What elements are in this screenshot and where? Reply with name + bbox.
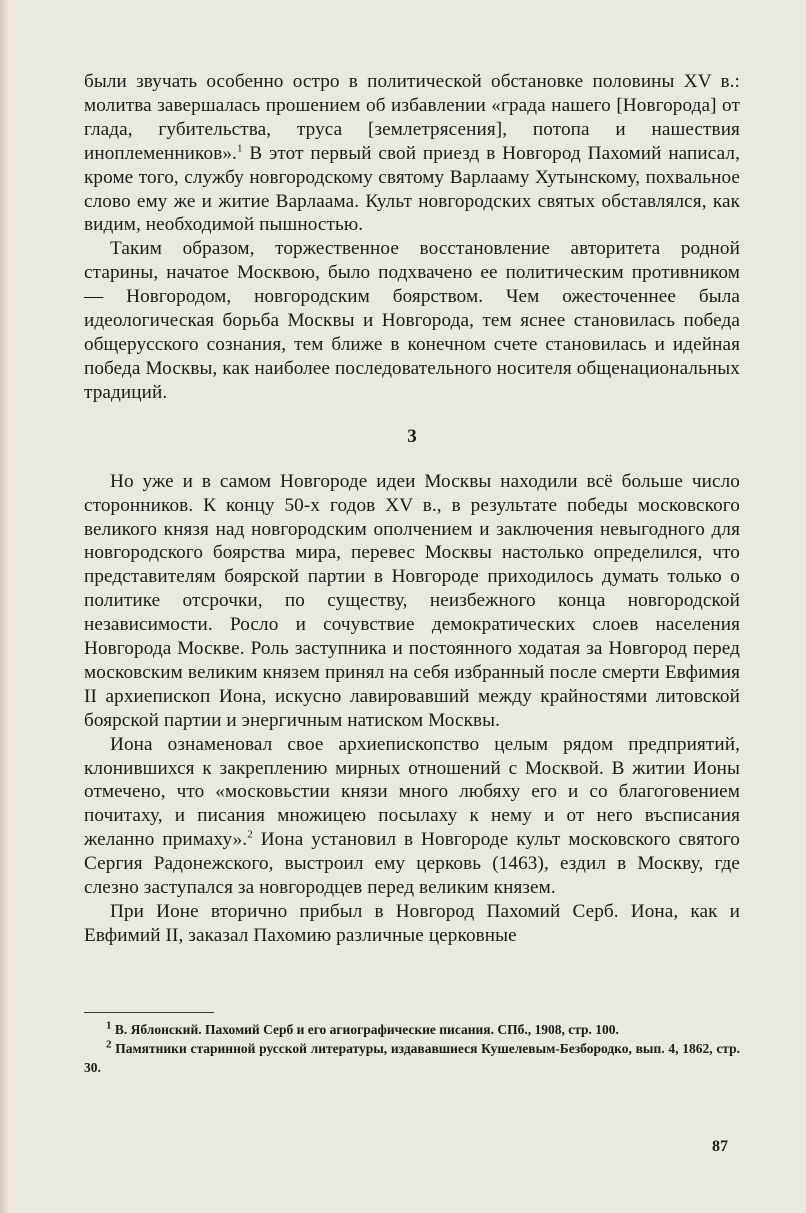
- footnote-2: [84, 1039, 740, 1077]
- page-number: 87: [712, 1138, 728, 1155]
- paragraph-2: Таким образом, торжественное восстановление авторитета родной старины, начатое Москвою, было подхвачено ее политическим противником — Новгородом, новгородским боярством. Чем ожесточеннее была идеологическая борьба Москвы и Новгорода, тем яснее становилась победа общерусского сознания, тем ближе в конечном счете становилась и идейная победа Москвы, как наиболее последовательного носителя общенациональных традиций.: [84, 238, 740, 403]
- main-text: [84, 70, 740, 948]
- footnote-ref-1: 1: [236, 142, 243, 155]
- paragraph-4: [84, 733, 740, 900]
- paragraph-5: При Ионе вторично прибыл в Новгород Пахомий Серб. Иона, как и Евфимий II, заказал Пахомию различные церковные: [84, 901, 740, 946]
- footnote-separator: [84, 1012, 214, 1013]
- paragraph-3: Но уже и в самом Новгороде идеи Москвы находили всё больше число сторонников. К концу 50-х годов XV в., в результате победы московского великого князя над новгородским ополчением и заключения невыгодного для новгородского боярства мира, перевес Москвы настолько определился, что представителям боярской партии в Новгороде приходилось думать только о политике отсрочки, по существу, неизбежного конца новгородской независимости. Росло и сочувствие демократических слоев населения Новгорода Москве. Роль заступника и постоянного ходатая за Новгород перед московским великим князем принял на себя избранный после смерти Евфимия II архиепископ Иона, искусно лавировавший между крайностями литовской боярской партии и энергичным натиском Москвы.: [84, 470, 740, 731]
- paragraph-4-continuation: Иона установил в Новгороде культ московского святого Сергия Радонежского, выстроил ему церковь (1463), ездил в Москву, где слезно заступался за новгородцев перед великим князем.: [84, 829, 740, 899]
- footnote-1-marker: 1: [106, 1019, 112, 1032]
- footnote-1-text: В. Яблонский. Пахомий Серб и его агиографические писания. СПб., 1908, стр. 100.: [111, 1022, 619, 1037]
- paragraph-1: [84, 70, 740, 237]
- section-number: 3: [407, 425, 417, 447]
- footnotes: [84, 1020, 740, 1077]
- footnote-ref-2: 2: [247, 828, 253, 841]
- paragraph-4-text: Иона ознаменовал свое архиепископство целым рядом предприятий, клонившихся к закреплению мирных отношений с Москвой. В житии Ионы отмечено, что «московьстии князи много любяху его и со благоговением почитаху, и писания множицею посылаху к нему и от него въсписания желанно примаху».: [84, 733, 740, 851]
- paragraph-1-text: были звучать особенно остро в политической обстановке половины XV в.: молитва завершалась прошением об избавлении «града нашего [Новгорода] от глада, губительства, труса [землетрясения], потопа и нашествия иноплеменников».: [84, 71, 740, 164]
- footnote-1: [84, 1020, 740, 1039]
- page-binding-edge: [0, 0, 9, 1213]
- footnote-2-marker: 2: [106, 1038, 112, 1051]
- footnote-2-text: Памятники старинной русской литературы, издававшиеся Кушелевым-Безбородко, вып. 4, 1862, стр. 30.: [84, 1041, 740, 1075]
- paragraph-1-continuation: В этот первый свой приезд в Новгород Пахомий написал, кроме того, службу новгородскому святому Варлааму Хутынскому, похвальное слово ему же и житие Варлаама. Культ новгородских святых обставлялся, как видим, необходимой пышностью.: [84, 142, 740, 236]
